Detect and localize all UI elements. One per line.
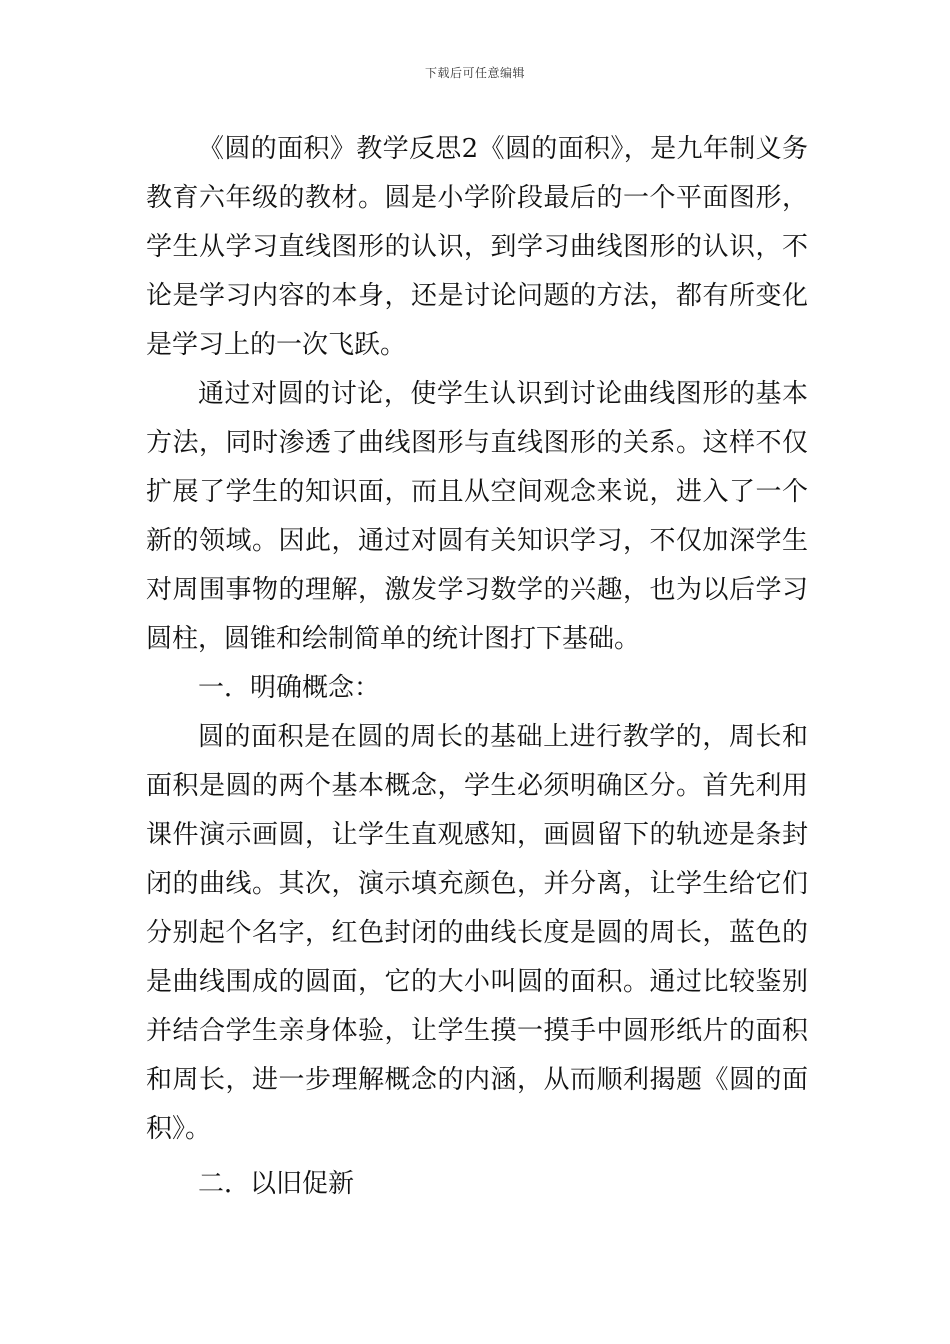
paragraph-research-method: 通过对圆的讨论，使学生认识到讨论曲线图形的基本方法，同时渗透了曲线图形与直线图形的关系。这样不仅扩展了学生的知识面，而且从空间观念来说，进入了一个新的领域。因此，通过对圆有关知识学习，不仅加深学生对周围事物的理解，激发学习数学的兴趣，也为以后学习圆柱，圆锥和绘制简单的统计图打下基础。 (146, 379, 808, 654)
page-header: 下载后可任意编辑 (424, 66, 525, 80)
document-body (146, 125, 808, 1209)
paragraph-intro: 《圆的面积》教学反思2《圆的面积》，是九年制义务教育六年级的教材。圆是小学阶段最后的一个平面图形，学生从学习直线图形的认识，到学习曲线图形的认识，不论是学习内容的本身，还是讨论问题的方法，都有所变化是学习上的一次飞跃。 (146, 134, 808, 360)
section-heading-concepts: 一．明确概念： (198, 673, 381, 703)
section-heading-review: 二．以旧促新 (198, 1169, 355, 1199)
paragraph-concepts: 圆的面积是在圆的周长的基础上进行教学的，周长和面积是圆的两个基本概念，学生必须明确区分。首先利用课件演示画圆，让学生直观感知，画圆留下的轨迹是条封闭的曲线。其次，演示填充颜色，并分离，让学生给它们分别起个名字，红色封闭的曲线长度是圆的周长，蓝色的是曲线围成的圆面，它的大小叫圆的面积。通过比较鉴别并结合学生亲身体验，让学生摸一摸手中圆形纸片的面积和周长，进一步理解概念的内涵，从而顺利揭题《圆的面积》。 (146, 722, 808, 1144)
